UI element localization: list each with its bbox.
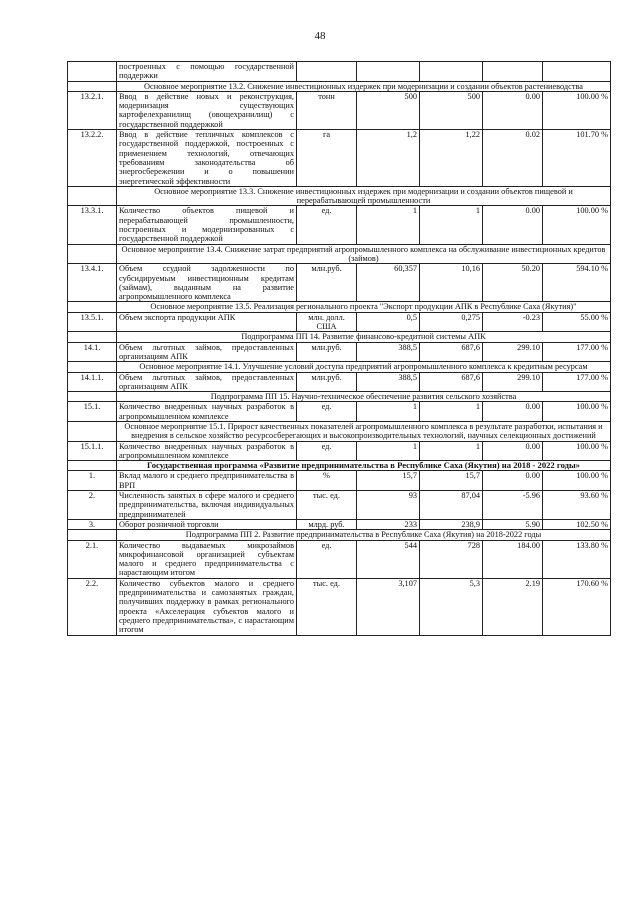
program-heading: Государственная программа «Развитие предпринимательства в Республике Саха (Якутия) на 2018 - 2022 годы» bbox=[117, 461, 611, 471]
deviation-value: -0.23 bbox=[483, 312, 543, 332]
indicator-name: Ввод в действие тепличных комплексов с государственной поддержкой, построенных с применением технологий, отвечающих требованиям законодательства об энергосбережении и о повышении энергетической эффективности bbox=[117, 130, 297, 187]
table-row bbox=[68, 491, 611, 520]
percent-value: 100.00 % bbox=[543, 402, 611, 422]
unit-cell: га bbox=[297, 130, 357, 187]
table-body bbox=[68, 62, 611, 636]
fact-value: 87,04 bbox=[420, 491, 483, 520]
plan-value: 1 bbox=[357, 206, 420, 244]
unit-cell bbox=[297, 62, 357, 82]
fact-value: 1 bbox=[420, 441, 483, 461]
percent-value: 177.00 % bbox=[543, 342, 611, 362]
section-heading: Основное мероприятие 13.4. Снижение затрат предприятий агропромышленного комплекса на обслуживание инвестиционных кредитов (займов) bbox=[117, 244, 611, 264]
table-row bbox=[68, 91, 611, 129]
plan-value: 388,5 bbox=[357, 372, 420, 392]
table-row bbox=[68, 372, 611, 392]
indicator-name: Ввод в действие новых и реконструкция, модернизация существующих картофелехранилищ (овощехранилищ) с государственной поддержкой bbox=[117, 91, 297, 129]
percent-value: 102.50 % bbox=[543, 519, 611, 529]
section-heading: Основное мероприятие 13.3. Снижение инвестиционных издержек при модернизации и создании объектов пищевой и перерабатывающей промышленности bbox=[117, 186, 611, 206]
indicator-name: Объем льготных займов, предоставленных организациям АПК bbox=[117, 372, 297, 392]
deviation-value: 2.19 bbox=[483, 578, 543, 635]
fact-value: 10,16 bbox=[420, 264, 483, 302]
unit-cell: тыс. ед. bbox=[297, 578, 357, 635]
indicator-name: Количество внедренных научных разработок в агропромышленном комплексе bbox=[117, 402, 297, 422]
fact-value: 687,6 bbox=[420, 372, 483, 392]
section-row bbox=[68, 81, 611, 91]
plan-value: 0,5 bbox=[357, 312, 420, 332]
deviation-value: 0.00 bbox=[483, 91, 543, 129]
row-number: 15.1.1. bbox=[68, 441, 117, 461]
section-heading: Подпрограмма ПП 14. Развитие финансово-кредитной системы АПК bbox=[117, 332, 611, 342]
empty-cell bbox=[68, 461, 117, 471]
empty-cell bbox=[68, 302, 117, 312]
section-heading: Основное мероприятие 13.2. Снижение инвестиционных издержек при модернизации и создании объектов растениеводства bbox=[117, 81, 611, 91]
fact-value: 0,275 bbox=[420, 312, 483, 332]
deviation-value: 0.00 bbox=[483, 471, 543, 491]
indicator-name: Объем льготных займов, предоставленных организациям АПК bbox=[117, 342, 297, 362]
fact-value: 238,9 bbox=[420, 519, 483, 529]
row-number: 1. bbox=[68, 471, 117, 491]
table-row bbox=[68, 264, 611, 302]
section-row bbox=[68, 332, 611, 342]
percent-value: 100.00 % bbox=[543, 471, 611, 491]
indicator-name: Количество субъектов малого и среднего предпринимательства и самозанятых граждан, получивших поддержку в рамках регионального проекта «Акселерация субъектов малого и среднего предпринимательства», с нарастающим итогом bbox=[117, 578, 297, 635]
indicator-name: Оборот розничной торговли bbox=[117, 519, 297, 529]
unit-cell: млрд. руб. bbox=[297, 519, 357, 529]
fact-value: 1,22 bbox=[420, 130, 483, 187]
empty-cell bbox=[68, 186, 117, 206]
row-number: 13.3.1. bbox=[68, 206, 117, 244]
empty-cell bbox=[68, 530, 117, 540]
plan-value: 15,7 bbox=[357, 471, 420, 491]
percent-value bbox=[543, 62, 611, 82]
row-number: 13.2.2. bbox=[68, 130, 117, 187]
deviation-value: 0.00 bbox=[483, 402, 543, 422]
percent-value: 100.00 % bbox=[543, 441, 611, 461]
fact-value: 1 bbox=[420, 206, 483, 244]
deviation-value: 299.10 bbox=[483, 372, 543, 392]
fact-value: 500 bbox=[420, 91, 483, 129]
plan-value: 3,107 bbox=[357, 578, 420, 635]
row-number: 14.1. bbox=[68, 342, 117, 362]
row-number: 13.4.1. bbox=[68, 264, 117, 302]
deviation-value bbox=[483, 62, 543, 82]
percent-value: 100.00 % bbox=[543, 206, 611, 244]
table-row bbox=[68, 471, 611, 491]
fact-value: 5,3 bbox=[420, 578, 483, 635]
percent-value: 170.60 % bbox=[543, 578, 611, 635]
indicator-name: Количество выдаваемых микрозаймов микрофинансовой организацией субъектам малого и среднего предпринимательства с нарастающим итогом bbox=[117, 540, 297, 578]
section-row bbox=[68, 302, 611, 312]
row-number: 13.5.1. bbox=[68, 312, 117, 332]
fact-value: 15,7 bbox=[420, 471, 483, 491]
deviation-value: 299.10 bbox=[483, 342, 543, 362]
row-number bbox=[68, 62, 117, 82]
percent-value: 594.10 % bbox=[543, 264, 611, 302]
table-row bbox=[68, 342, 611, 362]
indicator-name: Количество внедренных научных разработок в агропромышленном комплексе bbox=[117, 441, 297, 461]
page-number: 48 bbox=[314, 30, 326, 42]
fact-value: 1 bbox=[420, 402, 483, 422]
program-row bbox=[68, 461, 611, 471]
unit-cell: тыс. ед. bbox=[297, 491, 357, 520]
plan-value: 1 bbox=[357, 402, 420, 422]
table-row bbox=[68, 519, 611, 529]
section-row bbox=[68, 362, 611, 372]
unit-cell: млн.руб. bbox=[297, 264, 357, 302]
row-number: 2.1. bbox=[68, 540, 117, 578]
unit-cell: ед. bbox=[297, 402, 357, 422]
section-row bbox=[68, 392, 611, 402]
section-row bbox=[68, 421, 611, 441]
empty-cell bbox=[68, 421, 117, 441]
row-number: 14.1.1. bbox=[68, 372, 117, 392]
percent-value: 101.70 % bbox=[543, 130, 611, 187]
unit-cell: млн.руб. bbox=[297, 342, 357, 362]
empty-cell bbox=[68, 392, 117, 402]
section-row bbox=[68, 530, 611, 540]
fact-value: 728 bbox=[420, 540, 483, 578]
unit-cell: ед. bbox=[297, 206, 357, 244]
indicator-name: Объем экспорта продукции АПК bbox=[117, 312, 297, 332]
plan-value: 1 bbox=[357, 441, 420, 461]
plan-value: 500 bbox=[357, 91, 420, 129]
indicators-table bbox=[67, 61, 611, 636]
empty-cell bbox=[68, 81, 117, 91]
deviation-value: 0.00 bbox=[483, 441, 543, 461]
table-row bbox=[68, 62, 611, 82]
section-heading: Основное мероприятие 15.1. Прирост качественных показателей агропромышленного комплекса в результате разработки, испытания и внедрения в сельское хозяйство ресурсосберегающих и высокопроизводительных технологий, научных селекционных достижений bbox=[117, 421, 611, 441]
table-row bbox=[68, 441, 611, 461]
empty-cell bbox=[68, 332, 117, 342]
fact-value bbox=[420, 62, 483, 82]
deviation-value: 0.00 bbox=[483, 206, 543, 244]
deviation-value: 5.90 bbox=[483, 519, 543, 529]
section-row bbox=[68, 244, 611, 264]
indicator-name: Количество объектов пищевой и перерабатывающей промышленности, построенных и модернизированных с государственной поддержкой bbox=[117, 206, 297, 244]
row-number: 2.2. bbox=[68, 578, 117, 635]
deviation-value: 0.02 bbox=[483, 130, 543, 187]
unit-cell: млн. долл. США bbox=[297, 312, 357, 332]
unit-cell: млн.руб. bbox=[297, 372, 357, 392]
deviation-value: 50.20 bbox=[483, 264, 543, 302]
deviation-value: 184.00 bbox=[483, 540, 543, 578]
section-heading: Основное мероприятие 13.5. Реализация регионального проекта "Экспорт продукции АПК в Республике Саха (Якутия)" bbox=[117, 302, 611, 312]
table-row bbox=[68, 130, 611, 187]
plan-value: 388,5 bbox=[357, 342, 420, 362]
row-number: 13.2.1. bbox=[68, 91, 117, 129]
unit-cell: ед. bbox=[297, 540, 357, 578]
plan-value: 93 bbox=[357, 491, 420, 520]
indicator-name: Вклад малого и среднего предпринимательства в ВРП bbox=[117, 471, 297, 491]
section-row bbox=[68, 186, 611, 206]
table-row bbox=[68, 540, 611, 578]
row-number: 15.1. bbox=[68, 402, 117, 422]
empty-cell bbox=[68, 244, 117, 264]
indicator-name: построенных с помощью государственной поддержки bbox=[117, 62, 297, 82]
section-heading: Подпрограмма ПП 15. Научно-техническое обеспечение развития сельского хозяйства bbox=[117, 392, 611, 402]
percent-value: 55.00 % bbox=[543, 312, 611, 332]
percent-value: 93.60 % bbox=[543, 491, 611, 520]
row-number: 2. bbox=[68, 491, 117, 520]
indicator-name: Объем ссудной задолженности по субсидируемым инвестиционным кредитам (займам), выданным на развитие агропромышленного комплекса bbox=[117, 264, 297, 302]
indicator-name: Численность занятых в сфере малого и среднего предпринимательства, включая индивидуальных предпринимателей bbox=[117, 491, 297, 520]
table-row bbox=[68, 402, 611, 422]
table-row bbox=[68, 578, 611, 635]
plan-value: 544 bbox=[357, 540, 420, 578]
plan-value: 1,2 bbox=[357, 130, 420, 187]
section-heading: Основное мероприятие 14.1. Улучшение условий доступа предприятий агропромышленного комплекса к кредитным ресурсам bbox=[117, 362, 611, 372]
plan-value: 233 bbox=[357, 519, 420, 529]
section-heading: Подпрограмма ПП 2. Развитие предпринимательства в Республике Саха (Якутия) на 2018-2022 годы bbox=[117, 530, 611, 540]
percent-value: 177.00 % bbox=[543, 372, 611, 392]
plan-value: 60,357 bbox=[357, 264, 420, 302]
fact-value: 687,6 bbox=[420, 342, 483, 362]
percent-value: 100.00 % bbox=[543, 91, 611, 129]
deviation-value: -5.96 bbox=[483, 491, 543, 520]
unit-cell: ед. bbox=[297, 441, 357, 461]
percent-value: 133.80 % bbox=[543, 540, 611, 578]
table-row bbox=[68, 312, 611, 332]
row-number: 3. bbox=[68, 519, 117, 529]
unit-cell: % bbox=[297, 471, 357, 491]
empty-cell bbox=[68, 362, 117, 372]
table-row bbox=[68, 206, 611, 244]
plan-value bbox=[357, 62, 420, 82]
unit-cell: тонн bbox=[297, 91, 357, 129]
